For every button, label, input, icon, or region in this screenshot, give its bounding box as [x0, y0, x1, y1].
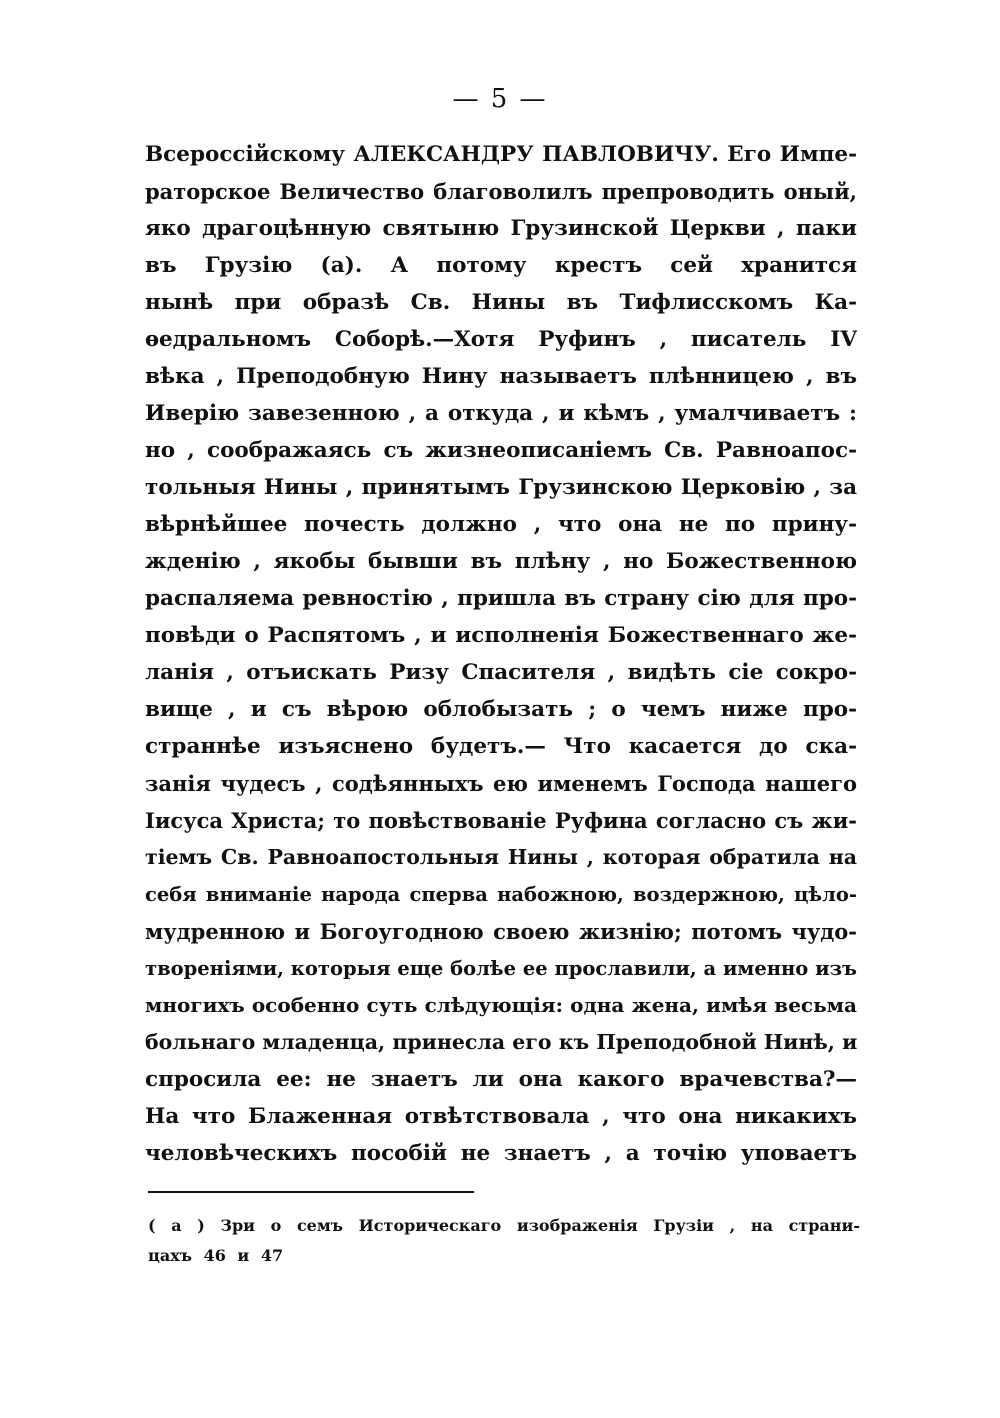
text-line: нынѣ при образѣ Св. Нины въ Тифлисскомъ Ка- — [145, 290, 857, 315]
text-line: ѳедральномъ Соборѣ.—Хотя Руфинъ , писатель IV — [145, 327, 857, 352]
footnote-divider — [148, 1191, 474, 1193]
text-line: въ Грузію (а). А потому крестъ сей хранится — [145, 253, 857, 278]
text-line: На что Блаженная отвѣтствовала , что она никакихъ — [145, 1104, 857, 1129]
text-line: Иверію завезенною , а откуда , и кѣмъ , умалчиваетъ : — [145, 401, 857, 426]
text-line: себя вниманіе народа сперва набожною, воздержною, цѣло- — [145, 883, 857, 906]
text-line: тіемъ Св. Равноапостольныя Нины , которая обратила на — [145, 845, 857, 869]
text-line: человѣческихъ пособій не знаетъ , а точію уповаетъ — [145, 1141, 857, 1166]
text-line: жденію , якобы бывши въ плѣну , но Божественною — [145, 549, 857, 574]
text-line: яко драгоцѣнную святыню Грузинской Церкви , паки — [145, 216, 857, 241]
text-line: ланія , отъискать Ризу Спасителя , видѣть сіе сокро- — [145, 660, 857, 685]
text-line: повѣди о Распятомъ , и исполненія Божественнаго же- — [145, 623, 857, 648]
text-line: вище , и съ вѣрою облобызать ; о чемъ ниже про- — [145, 697, 857, 722]
text-line: тольныя Нины , принятымъ Грузинскою Церковію , за — [145, 475, 857, 500]
text-line: вѣка , Преподобную Нину называетъ плѣнницею , въ — [145, 364, 857, 389]
text-line: раторское Величество благоволилъ препроводить оный, — [145, 179, 857, 204]
text-line: занія чудесъ , содѣянныхъ ею именемъ Господа нашего — [145, 771, 857, 796]
text-line: но , соображаясь съ жизнеописаніемъ Св. Равноапос- — [145, 438, 857, 463]
text-line: спросила ее: не знаетъ ли она какого врачевства?— — [145, 1067, 857, 1092]
text-line: мудренною и Богоугодною своею жизнію; потомъ чудо- — [145, 919, 857, 944]
body-text — [145, 136, 857, 1172]
footnote-line: цахъ 46 и 47 — [148, 1246, 284, 1265]
text-line: страннѣе изъяснено будетъ.— Что касается до ска- — [145, 734, 857, 759]
text-line: многихъ особенно суть слѣдующія: одна жена, имѣя весьма — [145, 993, 857, 1017]
footnote-line: ( а ) Зри о семъ Историческаго изображенія Грузіи , на страни- — [148, 1216, 860, 1235]
page-number: — 5 — — [452, 84, 548, 114]
text-line: больнаго младенца, принесла его къ Преподобной Нинѣ, и — [145, 1030, 857, 1054]
footnote — [148, 1211, 860, 1271]
text-line: Іисуса Христа; то повѣствованіе Руфина согласно съ жи- — [145, 808, 857, 833]
text-line: распаляема ревностію , пришла въ страну сію для про- — [145, 586, 857, 611]
text-line: Всероссійскому АЛЕКСАНДРУ ПАВЛОВИЧУ. Его Импе- — [145, 142, 857, 167]
text-line: твореніями, которыя еще болѣе ее прославили, а именно изъ — [145, 957, 857, 980]
text-line: вѣрнѣйшее почесть должно , что она не по прину- — [145, 512, 857, 537]
